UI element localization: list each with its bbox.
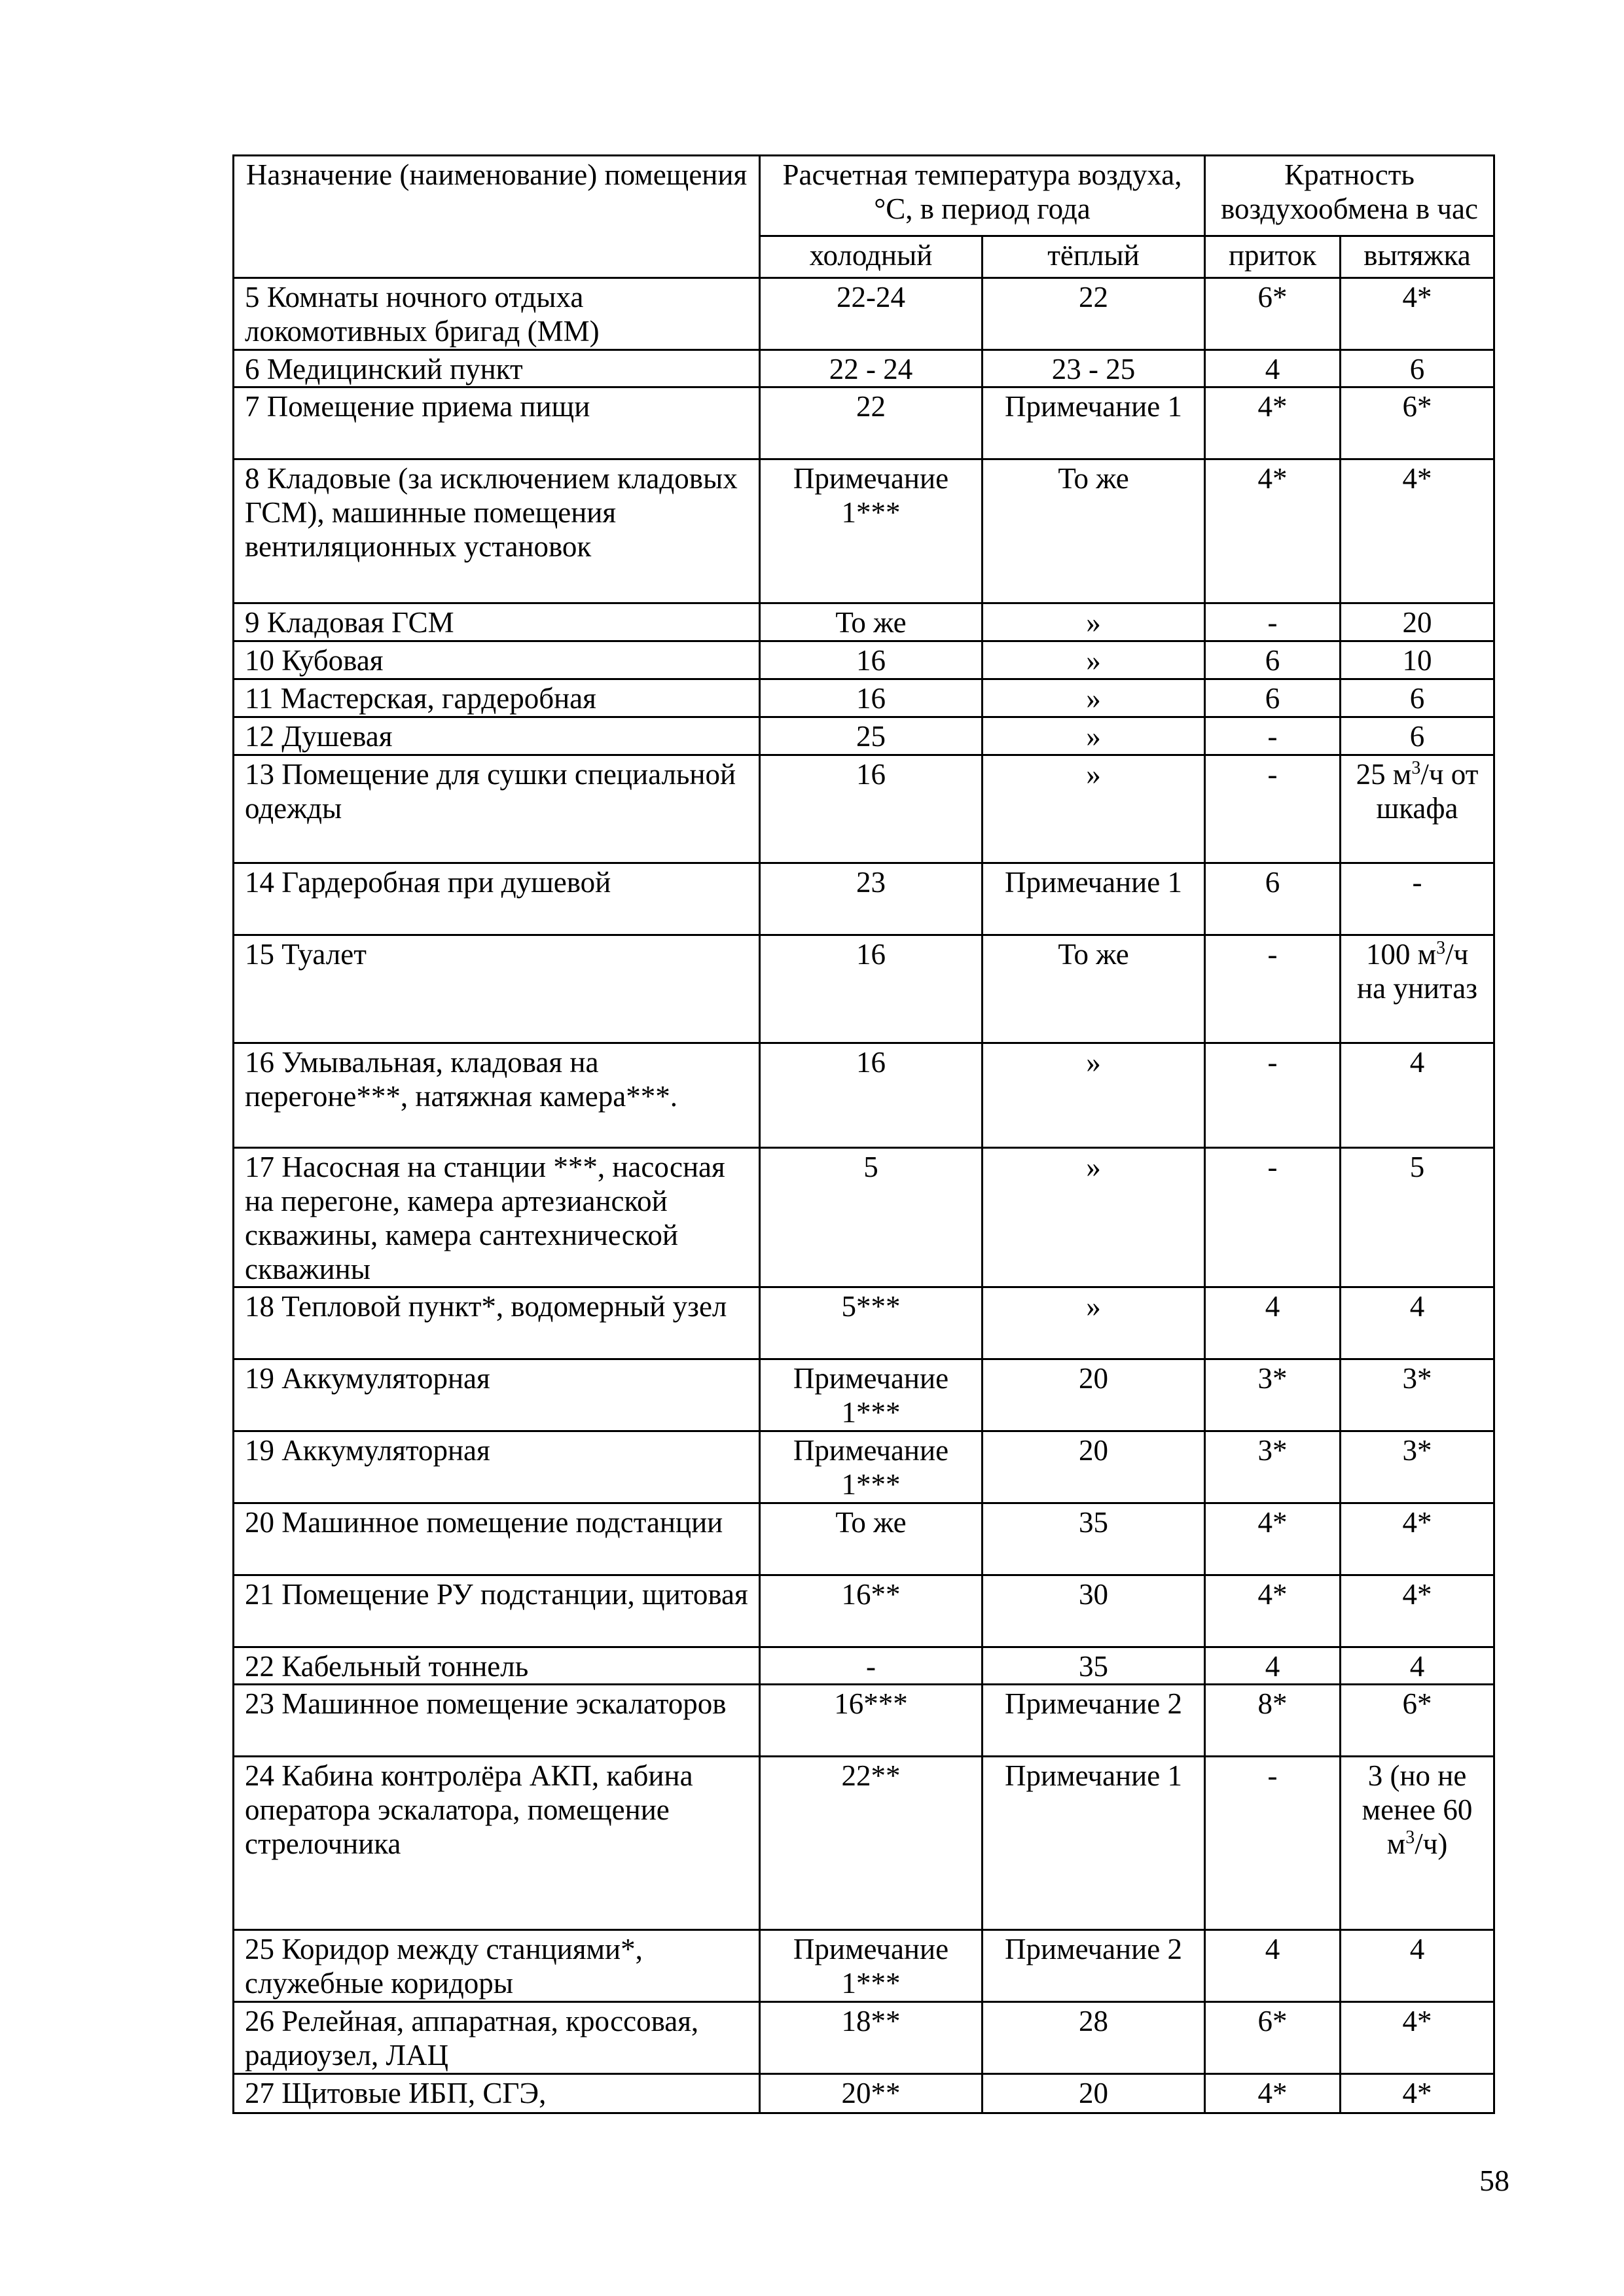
room-name-cell: 19 Аккумуляторная <box>234 1359 760 1431</box>
supply-rate-cell: 4* <box>1205 387 1341 459</box>
warm-temp-cell: » <box>983 1148 1205 1287</box>
room-name-cell: 13 Помещение для сушки специальной одежды <box>234 755 760 863</box>
table-row <box>234 278 1494 350</box>
ventilation-table <box>232 154 1495 2114</box>
warm-temp-cell: 28 <box>983 2002 1205 2074</box>
header-temperature: Расчетная температура воздуха, °С, в период года <box>760 156 1205 236</box>
cold-temp-cell: 5 <box>760 1148 983 1287</box>
cold-temp-cell: 18** <box>760 2002 983 2074</box>
supply-rate-cell: 3* <box>1205 1359 1341 1431</box>
warm-temp-cell: То же <box>983 459 1205 603</box>
warm-temp-cell: 30 <box>983 1575 1205 1647</box>
supply-rate-cell: 4 <box>1205 1930 1341 2002</box>
room-name-cell: 5 Комнаты ночного отдыха локомотивных бригад (ММ) <box>234 278 760 350</box>
superscript: 3 <box>1436 938 1446 958</box>
room-name-cell: 16 Умывальная, кладовая на перегоне***, натяжная камера***. <box>234 1043 760 1148</box>
warm-temp-cell: 35 <box>983 1503 1205 1575</box>
table-row <box>234 1431 1494 1503</box>
cold-temp-cell: 16** <box>760 1575 983 1647</box>
exhaust-text-tail: /ч от шкафа <box>1376 758 1479 825</box>
room-name-cell: 7 Помещение приема пищи <box>234 387 760 459</box>
table-row <box>234 459 1494 603</box>
table-row <box>234 1287 1494 1359</box>
cold-temp-cell: 16 <box>760 935 983 1043</box>
subheader-warm: тёплый <box>983 236 1205 278</box>
table-row <box>234 603 1494 641</box>
warm-temp-cell: » <box>983 641 1205 679</box>
room-name-cell: 11 Мастерская, гардеробная <box>234 679 760 717</box>
room-name-cell: 20 Машинное помещение подстанции <box>234 1503 760 1575</box>
exhaust-rate-cell: 4 <box>1341 1043 1494 1148</box>
cold-temp-cell: 16 <box>760 1043 983 1148</box>
exhaust-rate-cell: 4* <box>1341 1503 1494 1575</box>
supply-rate-cell: 4* <box>1205 2074 1341 2113</box>
warm-temp-cell: Примечание 1 <box>983 387 1205 459</box>
supply-rate-cell: - <box>1205 755 1341 863</box>
cold-temp-cell: 22** <box>760 1757 983 1930</box>
cold-temp-cell: 23 <box>760 863 983 935</box>
table-row <box>234 1359 1494 1431</box>
exhaust-rate-cell: - <box>1341 863 1494 935</box>
superscript: 3 <box>1411 758 1421 778</box>
exhaust-text: 100 м <box>1365 938 1437 971</box>
room-name-cell: 18 Тепловой пункт*, водомерный узел <box>234 1287 760 1359</box>
room-name-cell: 17 Насосная на станции ***, насосная на перегоне, камера артезианской скважины, камера сантехнической скважины <box>234 1148 760 1287</box>
cold-temp-cell: То же <box>760 1503 983 1575</box>
table-row <box>234 641 1494 679</box>
supply-rate-cell: - <box>1205 603 1341 641</box>
exhaust-rate-cell: 4* <box>1341 459 1494 603</box>
supply-rate-cell: 6 <box>1205 679 1341 717</box>
supply-rate-cell: 4 <box>1205 1647 1341 1685</box>
cold-temp-cell: Примечание 1*** <box>760 459 983 603</box>
exhaust-rate-cell: 20 <box>1341 603 1494 641</box>
table-row <box>234 679 1494 717</box>
warm-temp-cell: » <box>983 603 1205 641</box>
table-row <box>234 350 1494 387</box>
room-name-cell: 6 Медицинский пункт <box>234 350 760 387</box>
exhaust-rate-cell: 6* <box>1341 387 1494 459</box>
warm-temp-cell: Примечание 2 <box>983 1685 1205 1757</box>
cold-temp-cell: 20** <box>760 2074 983 2113</box>
warm-temp-cell: 20 <box>983 1431 1205 1503</box>
exhaust-rate-cell: 6 <box>1341 350 1494 387</box>
exhaust-rate-cell: 4 <box>1341 1930 1494 2002</box>
warm-temp-cell: 35 <box>983 1647 1205 1685</box>
room-name-cell: 15 Туалет <box>234 935 760 1043</box>
table-row <box>234 935 1494 1043</box>
supply-rate-cell: 4 <box>1205 1287 1341 1359</box>
supply-rate-cell: 8* <box>1205 1685 1341 1757</box>
table-row <box>234 1148 1494 1287</box>
room-name-cell: 25 Коридор между станциями*, служебные коридоры <box>234 1930 760 2002</box>
warm-temp-cell: Примечание 1 <box>983 863 1205 935</box>
cold-temp-cell: 22 - 24 <box>760 350 983 387</box>
exhaust-rate-cell: 6* <box>1341 1685 1494 1757</box>
supply-rate-cell: - <box>1205 1148 1341 1287</box>
cold-temp-cell: То же <box>760 603 983 641</box>
supply-rate-cell: 6* <box>1205 2002 1341 2074</box>
cold-temp-cell: Примечание 1*** <box>760 1930 983 2002</box>
warm-temp-cell: 23 - 25 <box>983 350 1205 387</box>
room-name-cell: 19 Аккумуляторная <box>234 1431 760 1503</box>
cold-temp-cell: 5*** <box>760 1287 983 1359</box>
exhaust-rate-cell: 10 <box>1341 641 1494 679</box>
subheader-supply: приток <box>1205 236 1341 278</box>
supply-rate-cell: - <box>1205 1043 1341 1148</box>
warm-temp-cell: Примечание 2 <box>983 1930 1205 2002</box>
exhaust-rate-cell <box>1341 935 1494 1043</box>
subheader-exhaust: вытяжка <box>1341 236 1494 278</box>
room-name-cell: 24 Кабина контролёра АКП, кабина оператора эскалатора, помещение стрелочника <box>234 1757 760 1930</box>
warm-temp-cell: 20 <box>983 1359 1205 1431</box>
room-name-cell: 21 Помещение РУ подстанции, щитовая <box>234 1575 760 1647</box>
room-name-cell: 27 Щитовые ИБП, СГЭ, <box>234 2074 760 2113</box>
table-row <box>234 2002 1494 2074</box>
warm-temp-cell: » <box>983 679 1205 717</box>
table-row <box>234 755 1494 863</box>
table-row <box>234 863 1494 935</box>
table-row <box>234 1647 1494 1685</box>
exhaust-rate-cell: 3* <box>1341 1359 1494 1431</box>
exhaust-rate-cell: 4* <box>1341 278 1494 350</box>
exhaust-rate-cell: 4 <box>1341 1647 1494 1685</box>
supply-rate-cell: 6 <box>1205 641 1341 679</box>
cold-temp-cell: 16 <box>760 641 983 679</box>
room-name-cell: 10 Кубовая <box>234 641 760 679</box>
page-number: 58 <box>1479 2164 1509 2197</box>
warm-temp-cell: То же <box>983 935 1205 1043</box>
supply-rate-cell: 4* <box>1205 1503 1341 1575</box>
superscript: 3 <box>1405 1827 1415 1848</box>
room-name-cell: 22 Кабельный тоннель <box>234 1647 760 1685</box>
warm-temp-cell: 20 <box>983 2074 1205 2113</box>
table-row <box>234 717 1494 755</box>
warm-temp-cell: Примечание 1 <box>983 1757 1205 1930</box>
cold-temp-cell: 16 <box>760 679 983 717</box>
supply-rate-cell: 4* <box>1205 459 1341 603</box>
header-name: Назначение (наименование) помещения <box>234 156 760 278</box>
supply-rate-cell: 4* <box>1205 1575 1341 1647</box>
table-row <box>234 1503 1494 1575</box>
cold-temp-cell: - <box>760 1647 983 1685</box>
exhaust-rate-cell: 4* <box>1341 1575 1494 1647</box>
supply-rate-cell: - <box>1205 935 1341 1043</box>
cold-temp-cell: 22-24 <box>760 278 983 350</box>
supply-rate-cell: 6* <box>1205 278 1341 350</box>
cold-temp-cell: 25 <box>760 717 983 755</box>
warm-temp-cell: 22 <box>983 278 1205 350</box>
warm-temp-cell: » <box>983 1043 1205 1148</box>
supply-rate-cell: 4 <box>1205 350 1341 387</box>
room-name-cell: 9 Кладовая ГСМ <box>234 603 760 641</box>
room-name-cell: 26 Релейная, аппаратная, кроссовая, радиоузел, ЛАЦ <box>234 2002 760 2074</box>
room-name-cell: 14 Гардеробная при душевой <box>234 863 760 935</box>
exhaust-rate-cell: 6 <box>1341 679 1494 717</box>
table-row <box>234 1043 1494 1148</box>
cold-temp-cell: 16*** <box>760 1685 983 1757</box>
supply-rate-cell: 6 <box>1205 863 1341 935</box>
cold-temp-cell: 22 <box>760 387 983 459</box>
exhaust-rate-cell: 3* <box>1341 1431 1494 1503</box>
subheader-cold: холодный <box>760 236 983 278</box>
exhaust-rate-cell <box>1341 1757 1494 1930</box>
cold-temp-cell: Примечание 1*** <box>760 1359 983 1431</box>
table-row <box>234 1685 1494 1757</box>
table-row <box>234 2074 1494 2113</box>
exhaust-rate-cell <box>1341 755 1494 863</box>
exhaust-text-tail: /ч на унитаз <box>1357 938 1477 1005</box>
cold-temp-cell: Примечание 1*** <box>760 1431 983 1503</box>
supply-rate-cell: - <box>1205 1757 1341 1930</box>
exhaust-text-tail: /ч) <box>1415 1827 1448 1860</box>
exhaust-rate-cell: 5 <box>1341 1148 1494 1287</box>
supply-rate-cell: 3* <box>1205 1431 1341 1503</box>
warm-temp-cell: » <box>983 755 1205 863</box>
supply-rate-cell: - <box>1205 717 1341 755</box>
exhaust-rate-cell: 4* <box>1341 2002 1494 2074</box>
table-row <box>234 1930 1494 2002</box>
table-row <box>234 1757 1494 1930</box>
warm-temp-cell: » <box>983 717 1205 755</box>
table-row <box>234 1575 1494 1647</box>
room-name-cell: 8 Кладовые (за исключением кладовых ГСМ), машинные помещения вентиляционных установок <box>234 459 760 603</box>
exhaust-rate-cell: 6 <box>1341 717 1494 755</box>
cold-temp-cell: 16 <box>760 755 983 863</box>
warm-temp-cell: » <box>983 1287 1205 1359</box>
exhaust-rate-cell: 4* <box>1341 2074 1494 2113</box>
exhaust-text: 25 м <box>1356 758 1412 791</box>
room-name-cell: 12 Душевая <box>234 717 760 755</box>
header-air-exchange: Кратность воздухообмена в час <box>1205 156 1494 236</box>
table-row <box>234 387 1494 459</box>
header-row <box>234 156 1494 236</box>
room-name-cell: 23 Машинное помещение эскалаторов <box>234 1685 760 1757</box>
exhaust-text: 3 (но не менее 60 м <box>1362 1759 1473 1860</box>
exhaust-rate-cell: 4 <box>1341 1287 1494 1359</box>
